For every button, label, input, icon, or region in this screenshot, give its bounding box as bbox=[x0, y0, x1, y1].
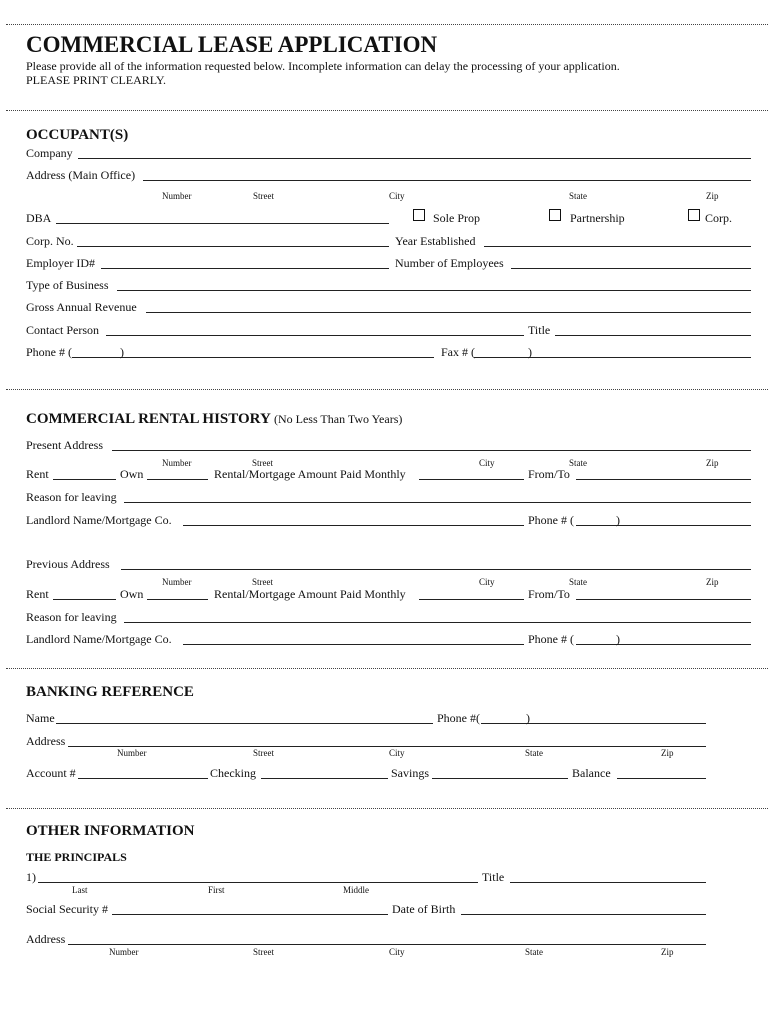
address-number-caption: Number bbox=[117, 748, 147, 758]
bank-address-label: Address bbox=[26, 734, 66, 748]
present-own-field[interactable] bbox=[147, 479, 208, 480]
partnership-label: Partnership bbox=[570, 211, 625, 225]
address-street-caption: Street bbox=[253, 947, 274, 957]
contact-title-label: Title bbox=[528, 323, 551, 337]
address-zip-caption: Zip bbox=[661, 748, 674, 758]
dob-label: Date of Birth bbox=[392, 902, 456, 916]
previous-reason-field[interactable] bbox=[124, 622, 751, 623]
previous-reason-label: Reason for leaving bbox=[26, 610, 117, 624]
address-zip-caption: Zip bbox=[706, 577, 719, 587]
phone-label: Phone # ( bbox=[26, 345, 72, 359]
balance-field[interactable] bbox=[617, 778, 706, 779]
bank-phone-label: Phone #( bbox=[437, 711, 480, 725]
fax-label: Fax # ( bbox=[441, 345, 475, 359]
address-zip-caption: Zip bbox=[706, 458, 719, 468]
present-rental-amount-field[interactable] bbox=[419, 479, 524, 480]
phone-paren-close: ) bbox=[120, 345, 124, 359]
previous-landlord-phone-field[interactable] bbox=[576, 644, 751, 645]
dob-field[interactable] bbox=[461, 914, 706, 915]
address-state-caption: State bbox=[569, 458, 587, 468]
section-divider bbox=[6, 110, 768, 111]
type-of-business-label: Type of Business bbox=[26, 278, 109, 292]
previous-from-to-label: From/To bbox=[528, 587, 570, 601]
address-city-caption: City bbox=[389, 191, 405, 201]
address-city-caption: City bbox=[389, 748, 405, 758]
previous-own-label: Own bbox=[120, 587, 144, 601]
address-city-caption: City bbox=[479, 458, 495, 468]
present-rental-amount-label: Rental/Mortgage Amount Paid Monthly bbox=[214, 467, 406, 481]
page-title: COMMERCIAL LEASE APPLICATION bbox=[26, 32, 438, 57]
number-of-employees-label: Number of Employees bbox=[395, 256, 504, 270]
present-reason-label: Reason for leaving bbox=[26, 490, 117, 504]
corp-label: Corp. bbox=[705, 211, 732, 225]
dba-field[interactable] bbox=[56, 223, 389, 224]
previous-landlord-label: Landlord Name/Mortgage Co. bbox=[26, 632, 172, 646]
previous-rental-amount-label: Rental/Mortgage Amount Paid Monthly bbox=[214, 587, 406, 601]
principal-address-field[interactable] bbox=[68, 944, 706, 945]
principal-1-title-label: Title bbox=[482, 870, 505, 884]
checking-label: Checking bbox=[210, 766, 256, 780]
banking-heading: BANKING REFERENCE bbox=[26, 684, 194, 700]
present-address-label: Present Address bbox=[26, 438, 103, 452]
phone-field[interactable] bbox=[72, 357, 434, 358]
present-landlord-phone-label: Phone # ( bbox=[528, 513, 574, 527]
section-divider bbox=[6, 389, 768, 390]
previous-landlord-phone-label: Phone # ( bbox=[528, 632, 574, 646]
previous-rent-field[interactable] bbox=[53, 599, 116, 600]
main-office-address-label: Address (Main Office) bbox=[26, 168, 136, 182]
address-number-caption: Number bbox=[162, 458, 192, 468]
ssn-label: Social Security # bbox=[26, 902, 108, 916]
year-established-field[interactable] bbox=[484, 246, 751, 247]
present-rent-label: Rent bbox=[26, 467, 49, 481]
present-rent-field[interactable] bbox=[53, 479, 116, 480]
main-office-address-field[interactable] bbox=[143, 180, 751, 181]
previous-from-to-field[interactable] bbox=[576, 599, 751, 600]
sole-prop-checkbox[interactable] bbox=[413, 209, 425, 221]
rental-history-note: (No Less Than Two Years) bbox=[273, 412, 403, 426]
account-field[interactable] bbox=[78, 778, 208, 779]
corp-no-field[interactable] bbox=[77, 246, 389, 247]
previous-own-field[interactable] bbox=[147, 599, 208, 600]
year-established-label: Year Established bbox=[395, 234, 476, 248]
previous-rent-label: Rent bbox=[26, 587, 49, 601]
present-phone-paren-close: ) bbox=[616, 513, 620, 527]
fax-paren-close: ) bbox=[528, 345, 532, 359]
name-first-caption: First bbox=[208, 885, 225, 895]
principal-1-label: 1) bbox=[26, 870, 36, 884]
print-clearly-note: PLEASE PRINT CLEARLY. bbox=[26, 73, 167, 87]
address-state-caption: State bbox=[569, 577, 587, 587]
savings-label: Savings bbox=[391, 766, 430, 780]
bank-name-field[interactable] bbox=[56, 723, 433, 724]
balance-label: Balance bbox=[572, 766, 611, 780]
sole-prop-label: Sole Prop bbox=[433, 211, 481, 225]
other-info-heading: OTHER INFORMATION bbox=[26, 823, 195, 839]
bank-phone-paren-close: ) bbox=[526, 711, 530, 725]
type-of-business-field[interactable] bbox=[117, 290, 751, 291]
address-city-caption: City bbox=[479, 577, 495, 587]
employer-id-field[interactable] bbox=[101, 268, 389, 269]
present-from-to-field[interactable] bbox=[576, 479, 751, 480]
principal-1-title-field[interactable] bbox=[510, 882, 706, 883]
previous-phone-paren-close: ) bbox=[616, 632, 620, 646]
checking-field[interactable] bbox=[261, 778, 388, 779]
address-street-caption: Street bbox=[253, 191, 274, 201]
occupants-heading: OCCUPANT(S) bbox=[26, 127, 129, 143]
number-of-employees-field[interactable] bbox=[511, 268, 751, 269]
address-zip-caption: Zip bbox=[661, 947, 674, 957]
rental-history-title: COMMERCIAL RENTAL HISTORY bbox=[26, 411, 271, 427]
top-divider bbox=[6, 24, 768, 25]
principal-1-name-field[interactable] bbox=[38, 882, 478, 883]
address-number-caption: Number bbox=[162, 577, 192, 587]
name-last-caption: Last bbox=[72, 885, 88, 895]
section-divider bbox=[6, 668, 768, 669]
address-city-caption: City bbox=[389, 947, 405, 957]
previous-address-field[interactable] bbox=[121, 569, 751, 570]
name-middle-caption: Middle bbox=[343, 885, 369, 895]
previous-rental-amount-field[interactable] bbox=[419, 599, 524, 600]
savings-field[interactable] bbox=[432, 778, 568, 779]
present-landlord-phone-field[interactable] bbox=[576, 525, 751, 526]
address-state-caption: State bbox=[525, 748, 543, 758]
present-own-label: Own bbox=[120, 467, 144, 481]
address-street-caption: Street bbox=[253, 748, 274, 758]
company-field[interactable] bbox=[78, 158, 751, 159]
present-reason-field[interactable] bbox=[124, 502, 751, 503]
contact-person-label: Contact Person bbox=[26, 323, 99, 337]
present-landlord-field[interactable] bbox=[183, 525, 524, 526]
address-state-caption: State bbox=[569, 191, 587, 201]
employer-id-label: Employer ID# bbox=[26, 256, 95, 270]
present-landlord-label: Landlord Name/Mortgage Co. bbox=[26, 513, 172, 527]
address-street-caption: Street bbox=[252, 458, 273, 468]
gross-annual-revenue-field[interactable] bbox=[146, 312, 751, 313]
address-number-caption: Number bbox=[162, 191, 192, 201]
corp-checkbox[interactable] bbox=[688, 209, 700, 221]
principals-heading: THE PRINCIPALS bbox=[26, 850, 127, 864]
dba-label: DBA bbox=[26, 211, 52, 225]
rental-history-heading bbox=[26, 411, 402, 428]
principal-address-label: Address bbox=[26, 932, 66, 946]
address-state-caption: State bbox=[525, 947, 543, 957]
bank-name-label: Name bbox=[26, 711, 55, 725]
contact-title-field[interactable] bbox=[555, 335, 751, 336]
partnership-checkbox[interactable] bbox=[549, 209, 561, 221]
bank-phone-field[interactable] bbox=[481, 723, 706, 724]
address-number-caption: Number bbox=[109, 947, 139, 957]
fax-field[interactable] bbox=[474, 357, 751, 358]
address-zip-caption: Zip bbox=[706, 191, 719, 201]
company-label: Company bbox=[26, 146, 73, 160]
present-address-field[interactable] bbox=[112, 450, 751, 451]
gross-annual-revenue-label: Gross Annual Revenue bbox=[26, 300, 137, 314]
corp-no-label: Corp. No. bbox=[26, 234, 74, 248]
previous-landlord-field[interactable] bbox=[183, 644, 524, 645]
account-label: Account # bbox=[26, 766, 76, 780]
intro-text: Please provide all of the information requested below. Incomplete information can delay the processing of your application. bbox=[26, 59, 620, 73]
present-from-to-label: From/To bbox=[528, 467, 570, 481]
contact-person-field[interactable] bbox=[106, 335, 524, 336]
section-divider bbox=[6, 808, 768, 809]
address-street-caption: Street bbox=[252, 577, 273, 587]
previous-address-label: Previous Address bbox=[26, 557, 110, 571]
bank-address-field[interactable] bbox=[68, 746, 706, 747]
ssn-field[interactable] bbox=[112, 914, 388, 915]
